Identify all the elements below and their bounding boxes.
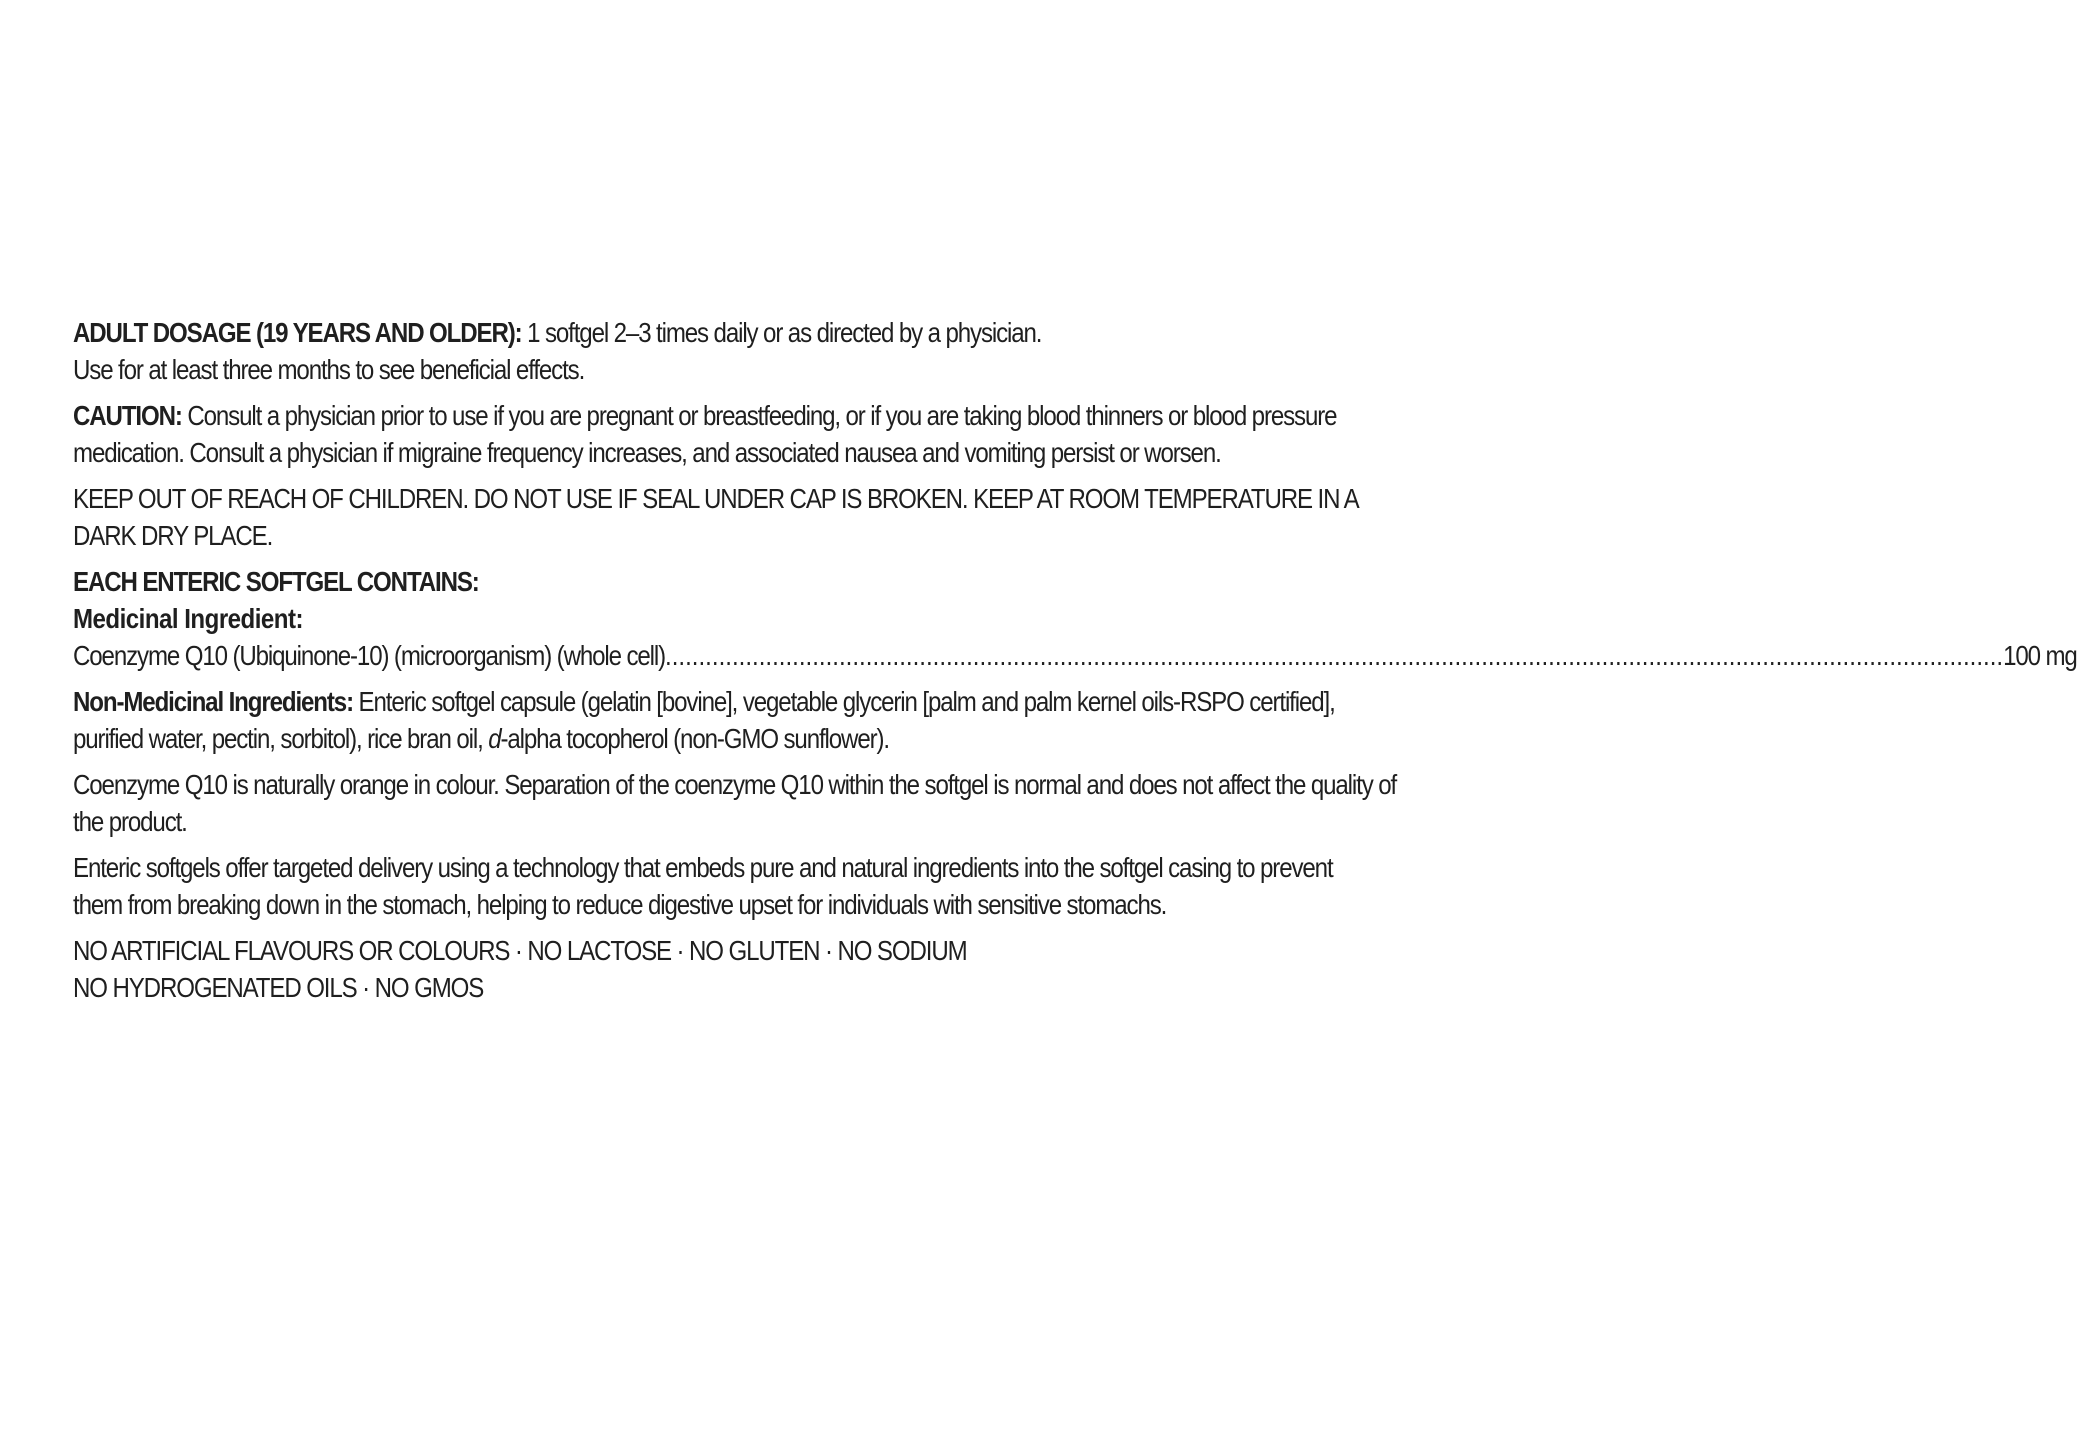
dosage-paragraph — [73, 314, 1378, 388]
caution-text: Consult a physician prior to use if you are pregnant or breastfeeding, or if you are taking blood thinners or blood pressure medication. Consult a physician if migraine frequency increases, and associated nausea and vomiting persist or worsen. — [73, 400, 1337, 468]
enteric-note-paragraph — [73, 849, 1363, 923]
dosage-text: 1 softgel 2–3 times daily or as directed by a physician. — [521, 317, 1042, 348]
enteric-note-text: Enteric softgels offer targeted delivery using a technology that embeds pure and natural ingredients into the softgel casing to prevent them from breaking down in the stomach, helping to reduce digestive upset for individuals with sensitive stomachs. — [73, 852, 1333, 920]
medicinal-heading: Medicinal Ingredient: — [73, 603, 303, 634]
claims-line-1: NO ARTIFICIAL FLAVOURS OR COLOURS · NO LACTOSE · NO GLUTEN · NO SODIUM — [73, 935, 967, 966]
ingredient-amount: 100 mg — [2003, 640, 2077, 671]
ingredient-name: Coenzyme Q10 (Ubiquinone-10) (microorganism) (whole cell) — [73, 640, 666, 671]
non-medicinal-text: Enteric softgel capsule (gelatin [bovine], vegetable glycerin [palm and palm kernel oils-RSPO certified], purified water, pectin, sorbitol), rice bran oil, — [73, 686, 1335, 754]
dosage-duration-text: Use for at least three months to see beneficial effects. — [73, 354, 585, 385]
contents-heading-block — [73, 563, 1378, 600]
claims-paragraph — [73, 932, 1378, 1006]
ingredient-row — [73, 637, 2077, 674]
claims-line-2: NO HYDROGENATED OILS · NO GMOS — [73, 972, 484, 1003]
storage-text: KEEP OUT OF REACH OF CHILDREN. DO NOT USE IF SEAL UNDER CAP IS BROKEN. KEEP AT ROOM TEMPERATURE IN A DARK DRY PLACE. — [73, 483, 1358, 551]
label-text-block — [73, 314, 2077, 1015]
non-medicinal-text-end: -alpha tocopherol (non-GMO sunflower). — [500, 723, 889, 754]
medicinal-ingredient-block — [73, 600, 2077, 674]
contents-heading: EACH ENTERIC SOFTGEL CONTAINS: — [73, 566, 479, 597]
non-medicinal-paragraph — [73, 683, 1393, 757]
caution-paragraph — [73, 397, 1397, 471]
dosage-heading: ADULT DOSAGE (19 YEARS AND OLDER): — [73, 317, 522, 348]
non-medicinal-heading: Non-Medicinal Ingredients: — [73, 686, 353, 717]
storage-paragraph — [73, 480, 1415, 554]
ingredient-leader-dots: ........................................................................................................................................................................................................ — [665, 640, 2004, 671]
non-medicinal-italic: d — [488, 723, 501, 754]
colour-note-text: Coenzyme Q10 is naturally orange in colour. Separation of the coenzyme Q10 within the softgel is normal and does not affect the quality of the product. — [73, 769, 1397, 837]
colour-note-paragraph — [73, 766, 1406, 840]
caution-heading: CAUTION: — [73, 400, 182, 431]
